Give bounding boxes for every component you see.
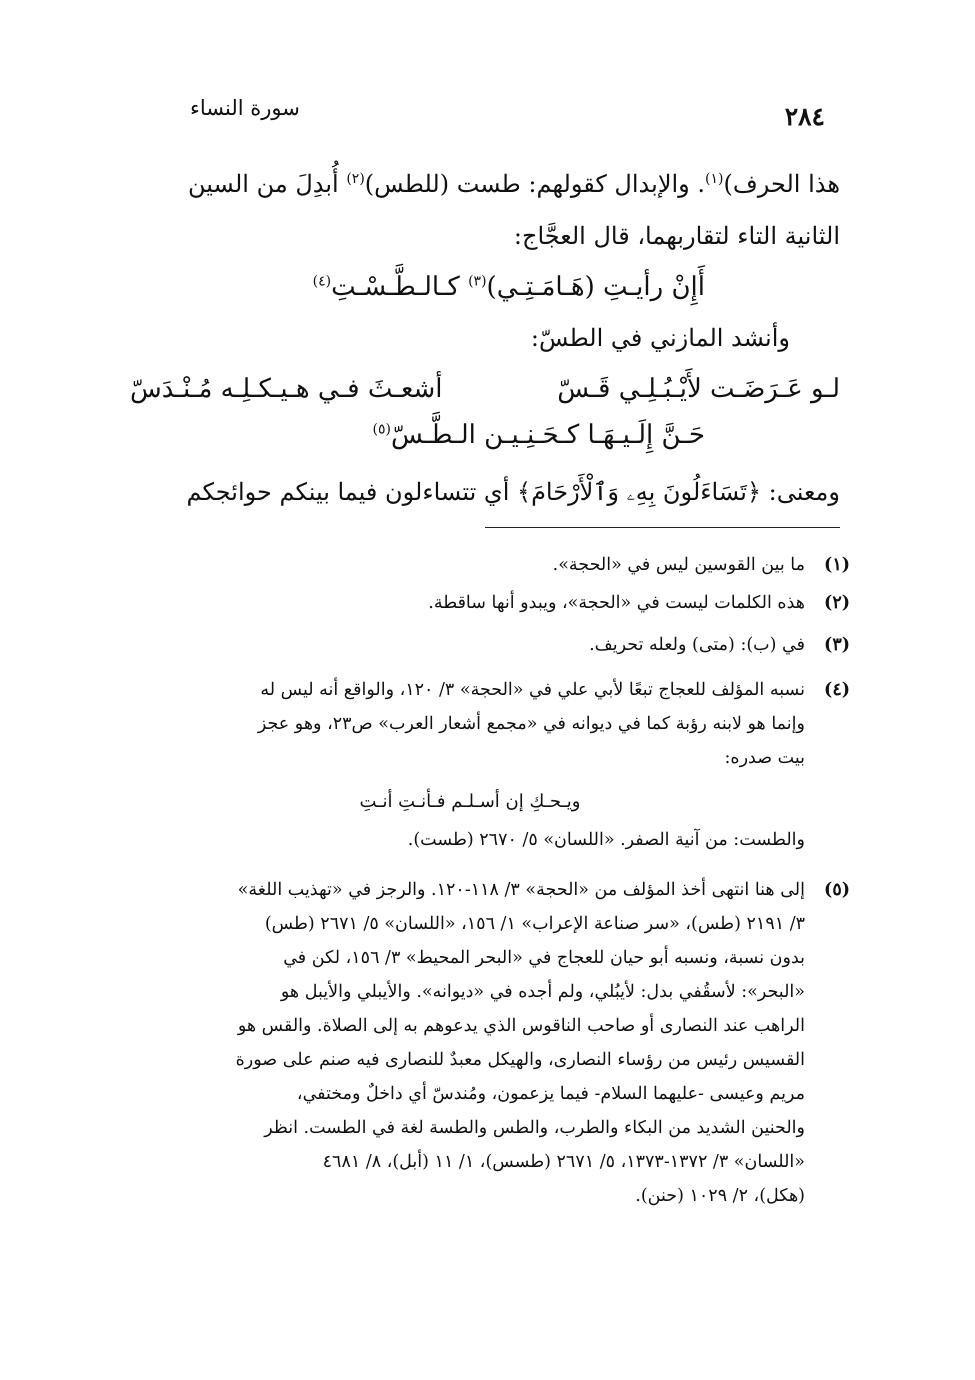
footnote-3: (٣) في (ب): (متى) ولعله تحريف. [135,628,850,662]
surah-title: سورة النساء [190,96,300,120]
footnote-number: (٣) [824,635,850,655]
body-line-4: ومعنى: ﴿تَسَاءَلُونَ بِهِۦ وَٱلْأَرْحَامَ﴾ أي تتساءلون فيما بينكم حوائجكم [186,478,840,506]
body-line-3: وأنشد المازني في الطسّ: [530,324,790,352]
verse-3: حَـنَّ إِلَـيـهَـا كـحَـنِـيـن الـطَّـسّ$^{(٥)}$ [372,420,705,450]
footnote-5: (٥) إلى هنا انتهى أخذ المؤلف من «الحجة» ٣/ ١١٨-١٢٠. والرجز في «تهذيب اللغة» ٣/ ٢١٩١ (طس)، «سر صناعة الإعراب» ١/ ١٥٦، «اللسان» ٥/ ٢٦٧١ (طس) بدون نسبة، ونسبه أبو حيان للعجاج في «البحر المحيط» ٣/ ١٥٦، لكن في «البحر»: لأسقُفي بدل: لأيبُلي، ولم أجده في «ديوانه». والأيبلي والأيبل هو الراهب عند النصارى أو صاحب الناقوس الذي يدعوهم به إلى الصلاة. والقس هو القسيس رئيس من رؤساء النصارى، والهيكل معبدٌ للنصارى فيه صنم على صورة مريم وعيسى -عليهما السلام- فيما يزعمون، ومُندسّ أي داخلٌ ومختفي، والحنين الشديد من البكاء والطرب، والطس والطسة لغة في الطست. انظر «اللسان» ٣/ ١٣٧٢-١٣٧٣، ٥/ ٢٦٧١ (طسس)، ١/ ١١ (أبل)، ٨/ ٤٦٨١ (هكل)، ٢/ ١٠٢٩ (حنن). [135,873,850,1213]
footnote-1: (١) ما بين القوسين ليس في «الحجة». [135,548,850,582]
footnote-4: (٤) نسبه المؤلف للعجاج تبعًا لأبي علي في «الحجة» ٣/ ١٢٠، والواقع أنه ليس له وإنما هو لابنه رؤبة كما في ديوانه في «مجمع أشعار العرب» ص٢٣، وهو عجز بيت صدره: ويـحـكِ إن أسـلـم فـأنـتِ أنـتِ والطست: من آنية الصفر. «اللسان» ٥/ ٢٦٧٠ (طست). [135,673,850,857]
verse-2-right: لـو عَـرَضَـت لأَيْـبُـلِـي قَـسّ [557,374,840,404]
footnote-number: (٥) [824,880,850,900]
footnote-number: (١) [824,555,850,575]
footnote-2: (٢) هذه الكلمات ليست في «الحجة»، ويبدو أنها ساقطة. [135,586,850,620]
body-line-1: هذا الحرف)$^{(١)}$. والإبدال كقولهم: طست (للطس)$^{(٢)}$ أُبدِلَ من السين [188,170,840,198]
page-number: ٢٨٤ [784,102,825,131]
footnote-ref-3[interactable]: (٣) [468,273,487,290]
footnote-ref-5[interactable]: (٥) [372,421,391,438]
footnote-ref-1[interactable]: (١) [705,171,724,187]
footnote-verse: ويـحـكِ إن أسـلـم فـأنـتِ أنـتِ [359,791,581,812]
footnote-ref-4[interactable]: (٤) [312,273,332,290]
body-line-2: الثانية التاء لتقاربهما، قال العجَّاج: [513,222,840,250]
verse-1: أَإِنْ رأيـتِ (هَـامَـتِـي)$^{(٣)}$ كـالـطَّـسْـتِ$^{(٤)}$ [312,272,705,302]
footnote-ref-2[interactable]: (٢) [346,171,365,187]
verse-2-left: أشعـثَ فـي هـيـكـلِـه مُـنْـدَسّ [130,374,443,404]
footnote-number: (٤) [824,680,850,700]
footnote-number: (٢) [824,593,850,613]
footnote-divider [485,527,840,528]
